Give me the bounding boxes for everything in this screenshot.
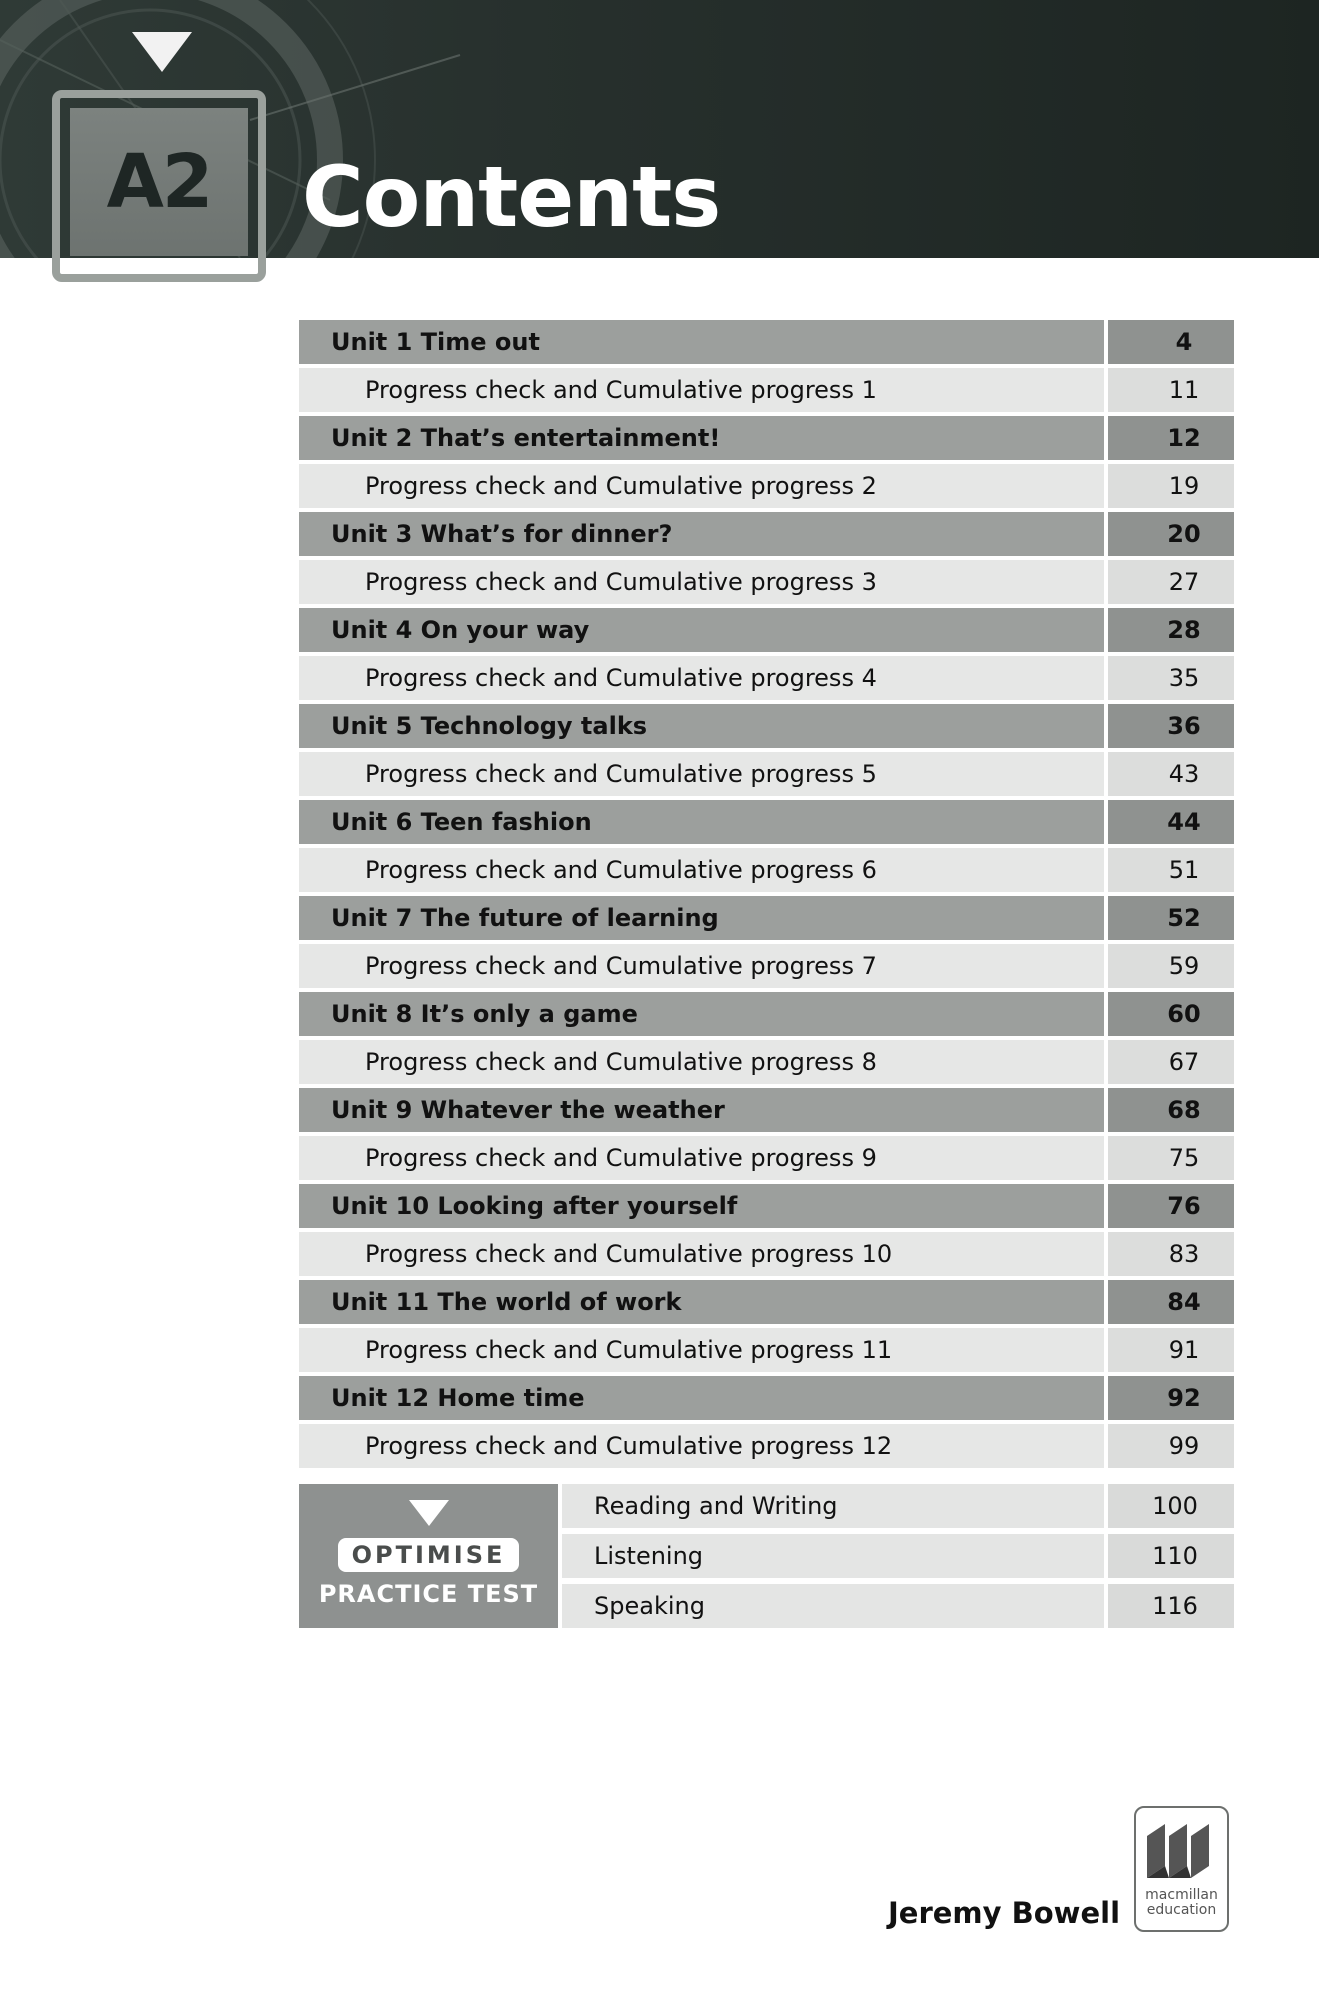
page-number: 99: [1108, 1424, 1234, 1468]
progress-check-row[interactable]: [299, 656, 1234, 700]
level-badge: [52, 90, 266, 282]
progress-check-row[interactable]: [299, 464, 1234, 508]
unit-title: Unit 3 What’s for dinner?: [299, 512, 1104, 556]
unit-row[interactable]: [299, 704, 1234, 748]
progress-check-row[interactable]: [299, 752, 1234, 796]
practice-test-row[interactable]: [558, 1584, 1234, 1628]
practice-test-page: 100: [1108, 1484, 1234, 1528]
unit-row[interactable]: [299, 1376, 1234, 1420]
unit-row[interactable]: [299, 1184, 1234, 1228]
page-number: 20: [1108, 512, 1234, 556]
unit-title: Unit 1 Time out: [299, 320, 1104, 364]
unit-title: Unit 5 Technology talks: [299, 704, 1104, 748]
progress-check-title: Progress check and Cumulative progress 6: [299, 848, 1104, 892]
unit-title: Unit 7 The future of learning: [299, 896, 1104, 940]
page-number: 28: [1108, 608, 1234, 652]
progress-check-row[interactable]: [299, 560, 1234, 604]
page-number: 76: [1108, 1184, 1234, 1228]
unit-title: Unit 8 It’s only a game: [299, 992, 1104, 1036]
page-number: 75: [1108, 1136, 1234, 1180]
unit-row[interactable]: [299, 512, 1234, 556]
practice-test-name: Reading and Writing: [562, 1484, 1104, 1528]
progress-check-row[interactable]: [299, 1328, 1234, 1372]
practice-arrow-icon: [409, 1500, 449, 1526]
progress-check-row[interactable]: [299, 1232, 1234, 1276]
unit-title: Unit 6 Teen fashion: [299, 800, 1104, 844]
page-number: 67: [1108, 1040, 1234, 1084]
unit-title: Unit 12 Home time: [299, 1376, 1104, 1420]
page-number: 84: [1108, 1280, 1234, 1324]
progress-check-title: Progress check and Cumulative progress 5: [299, 752, 1104, 796]
page-number: 35: [1108, 656, 1234, 700]
unit-title: Unit 9 Whatever the weather: [299, 1088, 1104, 1132]
page-number: 91: [1108, 1328, 1234, 1372]
publisher-name: macmillan education: [1145, 1887, 1218, 1918]
publisher-logo: [1134, 1806, 1229, 1932]
progress-check-row[interactable]: [299, 1136, 1234, 1180]
unit-row[interactable]: [299, 992, 1234, 1036]
progress-check-title: Progress check and Cumulative progress 3: [299, 560, 1104, 604]
page-title: Contents: [302, 148, 721, 246]
unit-row[interactable]: [299, 416, 1234, 460]
practice-test-row[interactable]: [558, 1484, 1234, 1528]
page-number: 92: [1108, 1376, 1234, 1420]
page-number: 44: [1108, 800, 1234, 844]
progress-check-title: Progress check and Cumulative progress 4: [299, 656, 1104, 700]
page-number: 43: [1108, 752, 1234, 796]
page-number: 36: [1108, 704, 1234, 748]
practice-test-label: [299, 1484, 558, 1628]
practice-test-page: 116: [1108, 1584, 1234, 1628]
unit-row[interactable]: [299, 896, 1234, 940]
practice-test-name: Listening: [562, 1534, 1104, 1578]
practice-test-list: [558, 1484, 1234, 1628]
practice-test-title: PRACTICE TEST: [318, 1580, 539, 1608]
page-number: 12: [1108, 416, 1234, 460]
progress-check-row[interactable]: [299, 368, 1234, 412]
unit-title: Unit 11 The world of work: [299, 1280, 1104, 1324]
progress-check-title: Progress check and Cumulative progress 8: [299, 1040, 1104, 1084]
unit-row[interactable]: [299, 608, 1234, 652]
practice-test-section: [299, 1484, 1234, 1628]
progress-check-row[interactable]: [299, 1040, 1234, 1084]
practice-test-name: Speaking: [562, 1584, 1104, 1628]
progress-check-row[interactable]: [299, 848, 1234, 892]
page-number: 60: [1108, 992, 1234, 1036]
progress-check-title: Progress check and Cumulative progress 7: [299, 944, 1104, 988]
progress-check-title: Progress check and Cumulative progress 12: [299, 1424, 1104, 1468]
unit-row[interactable]: [299, 320, 1234, 364]
progress-check-row[interactable]: [299, 1424, 1234, 1468]
progress-check-title: Progress check and Cumulative progress 10: [299, 1232, 1104, 1276]
practice-test-page: 110: [1108, 1534, 1234, 1578]
level-badge-inner: [70, 108, 248, 256]
contents-table: [299, 320, 1234, 1472]
unit-title: Unit 4 On your way: [299, 608, 1104, 652]
page-number: 27: [1108, 560, 1234, 604]
level-arrow-icon: [132, 32, 192, 72]
progress-check-title: Progress check and Cumulative progress 1: [299, 368, 1104, 412]
unit-row[interactable]: [299, 1280, 1234, 1324]
unit-row[interactable]: [299, 1088, 1234, 1132]
page-number: 83: [1108, 1232, 1234, 1276]
page-number: 4: [1108, 320, 1234, 364]
page-number: 11: [1108, 368, 1234, 412]
progress-check-title: Progress check and Cumulative progress 9: [299, 1136, 1104, 1180]
page-number: 19: [1108, 464, 1234, 508]
page-number: 51: [1108, 848, 1234, 892]
unit-row[interactable]: [299, 800, 1234, 844]
unit-title: Unit 2 That’s entertainment!: [299, 416, 1104, 460]
unit-title: Unit 10 Looking after yourself: [299, 1184, 1104, 1228]
progress-check-title: Progress check and Cumulative progress 2: [299, 464, 1104, 508]
progress-check-row[interactable]: [299, 944, 1234, 988]
practice-test-row[interactable]: [558, 1534, 1234, 1578]
progress-check-title: Progress check and Cumulative progress 11: [299, 1328, 1104, 1372]
macmillan-m-icon: [1145, 1822, 1219, 1880]
optimise-label: OPTIMISE: [338, 1538, 520, 1572]
page-number: 68: [1108, 1088, 1234, 1132]
level-label: A2: [106, 139, 212, 225]
author-name: Jeremy Bowell: [888, 1896, 1121, 1930]
page-number: 59: [1108, 944, 1234, 988]
page-number: 52: [1108, 896, 1234, 940]
